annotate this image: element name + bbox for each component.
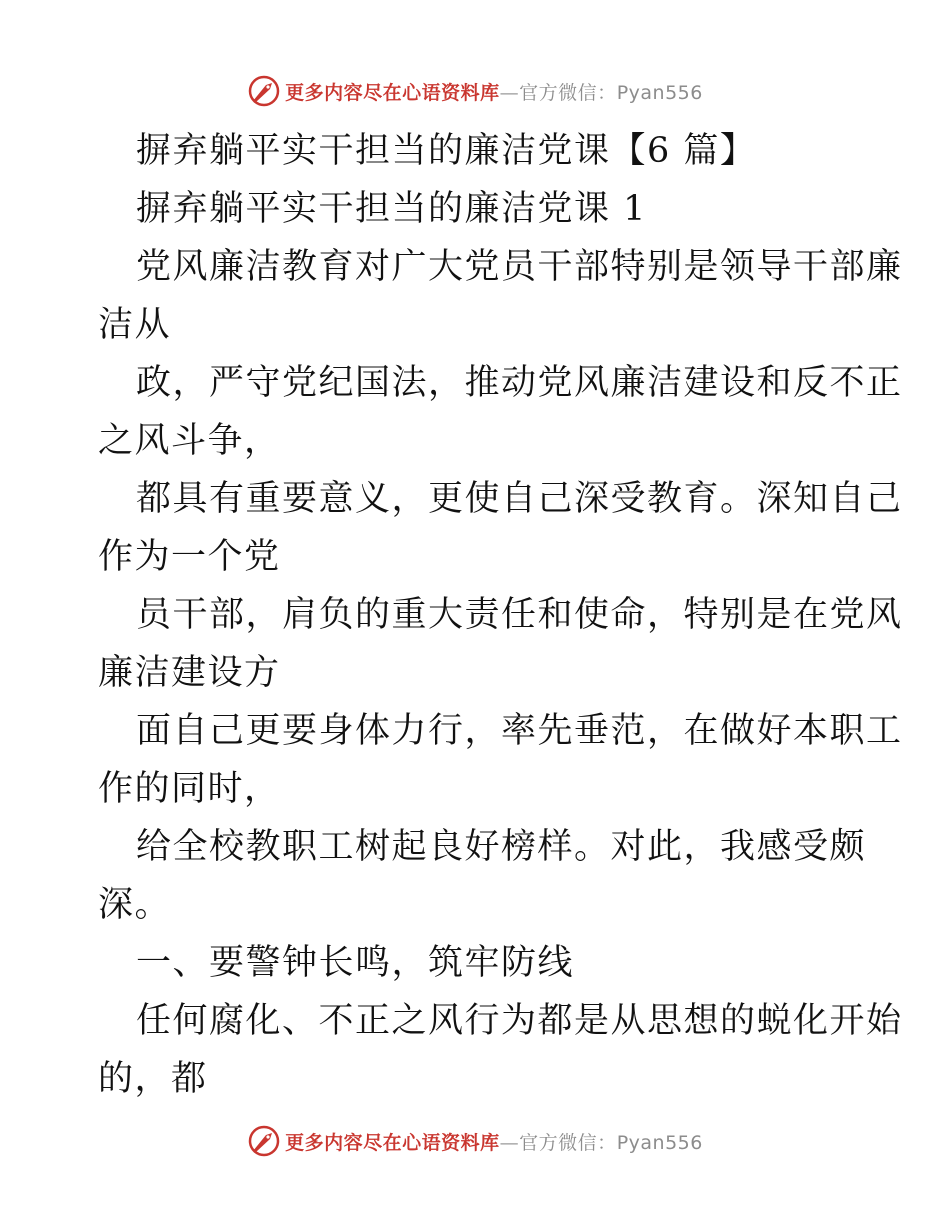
paragraph-line: 作为一个党 bbox=[98, 537, 281, 577]
paragraph-line: 的，都 bbox=[98, 1059, 208, 1099]
paragraph-line: 面自己更要身体力行，率先垂范，在做好本职工 bbox=[136, 711, 903, 751]
paragraph-line: 都具有重要意义，更使自己深受教育。深知自己 bbox=[136, 479, 903, 519]
pen-nib-circle-icon bbox=[247, 74, 281, 108]
header-watermark bbox=[0, 71, 950, 111]
document-body bbox=[98, 122, 903, 1108]
paragraph-line: 政，严守党纪国法，推动党风廉洁建设和反不正 bbox=[136, 363, 903, 403]
paragraph-line: 洁从 bbox=[98, 305, 172, 345]
watermark-wechat-label: 官方微信： bbox=[519, 81, 617, 104]
paragraph-line: 任何腐化、不正之风行为都是从思想的蜕化开始 bbox=[136, 1001, 903, 1041]
paragraph-line: 之风斗争， bbox=[98, 421, 281, 461]
paragraph-line: 深。 bbox=[98, 885, 172, 925]
watermark-text bbox=[285, 78, 703, 105]
watermark-wechat-id: Pyan556 bbox=[616, 1131, 703, 1154]
watermark-site-text: 更多内容尽在心语资料库 bbox=[285, 1131, 500, 1154]
subsection-heading: 一、要警钟长鸣，筑牢防线 bbox=[136, 943, 575, 983]
pen-nib-circle-icon bbox=[247, 1124, 281, 1158]
document-title: 摒弃躺平实干担当的廉洁党课【6 篇】 bbox=[136, 131, 757, 171]
paragraph-line: 党风廉洁教育对广大党员干部特别是领导干部廉 bbox=[136, 247, 903, 287]
paragraph-line: 廉洁建设方 bbox=[98, 653, 281, 693]
section-heading: 摒弃躺平实干担当的廉洁党课 1 bbox=[136, 189, 647, 229]
watermark-wechat-label: 官方微信： bbox=[519, 1131, 617, 1154]
paragraph-line: 给全校教职工树起良好榜样。对此，我感受颇 bbox=[136, 827, 867, 867]
watermark-wechat-id: Pyan556 bbox=[616, 81, 703, 104]
footer-watermark bbox=[0, 1121, 950, 1161]
watermark-site-text: 更多内容尽在心语资料库 bbox=[285, 81, 500, 104]
watermark-dash: — bbox=[499, 81, 520, 104]
watermark-dash: — bbox=[499, 1131, 520, 1154]
paragraph-line: 员干部，肩负的重大责任和使命，特别是在党风 bbox=[136, 595, 903, 635]
paragraph-line: 作的同时， bbox=[98, 769, 281, 809]
watermark-text bbox=[285, 1128, 703, 1155]
